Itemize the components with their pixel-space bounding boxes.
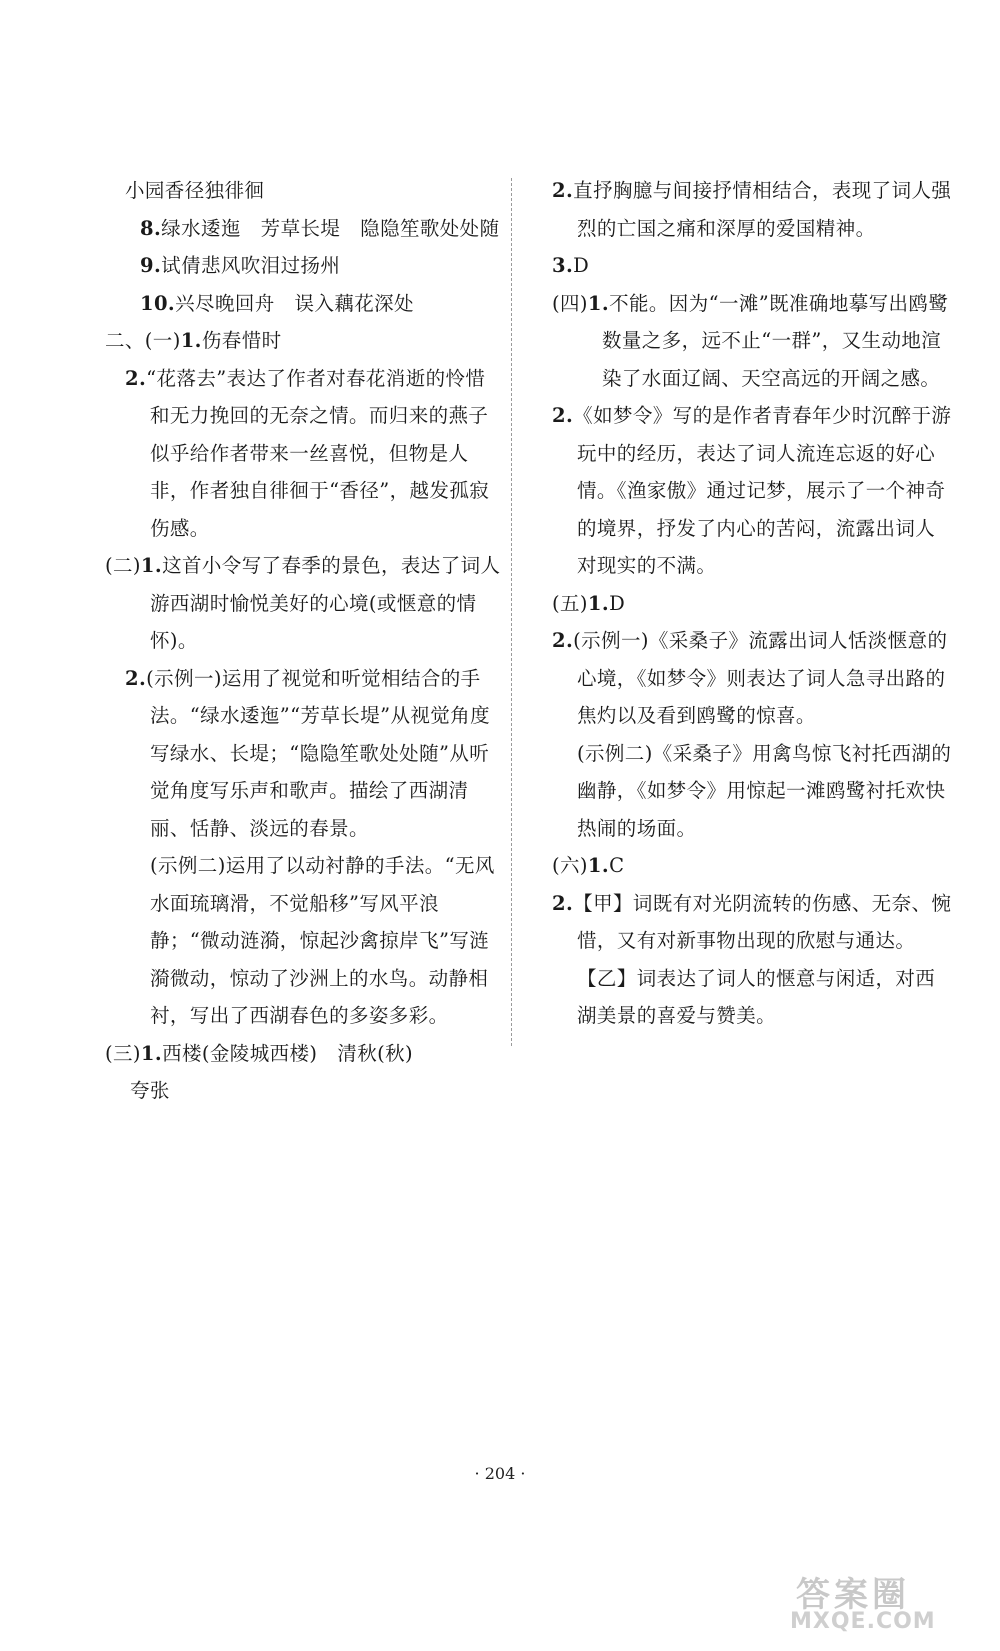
answer-10: 10.兴尽晚回舟 误入藕花深处 <box>140 291 414 315</box>
column-divider <box>511 178 512 1046</box>
watermark-text: 答案圈 <box>796 1575 910 1615</box>
answer-group5-q1: (五)1.D <box>552 591 626 615</box>
answer-group3-q3: 3.D <box>552 254 590 277</box>
answer-8: 8.绿水逶迤 芳草长堤 隐隐笙歌处处随 <box>140 216 500 240</box>
answer-group3-q1: (三)1.西楼(金陵城西楼) 清秋(秋) <box>105 1041 414 1065</box>
answer-group2-q1: (二)1.这首小令写了春季的景色，表达了词人游西湖时愉悦美好的心境(或惬意的情怀)。 <box>105 554 501 652</box>
answer-group4-q1: (四)1.不能。因为“一滩”既准确地摹写出鸥鹭数量之多，远不止“一群”，又生动地渲染了水面辽阔、天空高远的开阔之感。 <box>552 291 949 390</box>
answer-group4-q2: 2.《如梦令》写的是作者青春年少时沉醉于游玩中的经历，表达了词人流连忘返的好心情。《渔家傲》通过记梦，展示了一个神奇的境界，抒发了内心的苦闷，流露出词人对现实的不满。 <box>552 404 952 577</box>
answer-group1-q2: 2.“花落去”表达了作者对春花消逝的怜惜和无力挽回的无奈之情。而归来的燕子似乎给作者带来一丝喜悦，但物是人非，作者独自徘徊于“香径”，越发孤寂伤感。 <box>125 366 490 540</box>
answer-group2-q2-example2: (示例二)运用了以动衬静的手法。“无风水面琉璃滑，不觉船移”写风平浪静；“微动涟漪，惊起沙禽掠岸飞”写涟漪微动，惊动了沙洲上的水鸟。动静相衬，写出了西湖春色的多姿多彩。 <box>150 854 495 1027</box>
answer-group3-q1-cont: 夸张 <box>130 1079 170 1102</box>
page-number: · 204 · <box>474 1464 526 1483</box>
answer-group6-q1: (六)1.C <box>552 854 625 877</box>
watermark-logo <box>780 1567 980 1637</box>
section-2-heading: 二、(一)1.伤春惜时 <box>105 329 282 352</box>
right-column <box>552 172 952 1035</box>
answer-line: 小园香径独徘徊 <box>125 179 265 202</box>
answer-group5-q2: 2.(示例一)《采桑子》流露出词人恬淡惬意的心境，《如梦令》则表达了词人急寻出路的焦灼以及看到鸥鹭的惊喜。 <box>552 629 948 727</box>
watermark-url: MXQE.COM <box>790 1609 936 1634</box>
answer-group3-q2: 2.直抒胸臆与间接抒情相结合，表现了词人强烈的亡国之痛和深厚的爱国精神。 <box>552 179 952 240</box>
answer-group2-q2: 2.(示例一)运用了视觉和听觉相结合的手法。“绿水逶迤”“芳草长堤”从视觉角度写绿水、长堤；“隐隐笙歌处处随”从听觉角度写乐声和歌声。描绘了西湖清丽、恬静、淡远的春景。 <box>125 666 490 840</box>
left-column <box>105 172 505 1110</box>
answer-group6-q2: 2.【甲】词既有对光阴流转的伤感、无奈、惋惜，又有对新事物出现的欣慰与通达。 <box>552 891 952 952</box>
answer-group5-q2-example2: (示例二)《采桑子》用禽鸟惊飞衬托西湖的幽静，《如梦令》用惊起一滩鸥鹭衬托欢快热闹的场面。 <box>577 741 952 840</box>
answer-9: 9.试倩悲风吹泪过扬州 <box>140 254 341 277</box>
answer-group6-q2-part2: 【乙】词表达了词人的惬意与闲适，对西湖美景的喜爱与赞美。 <box>577 966 936 1027</box>
